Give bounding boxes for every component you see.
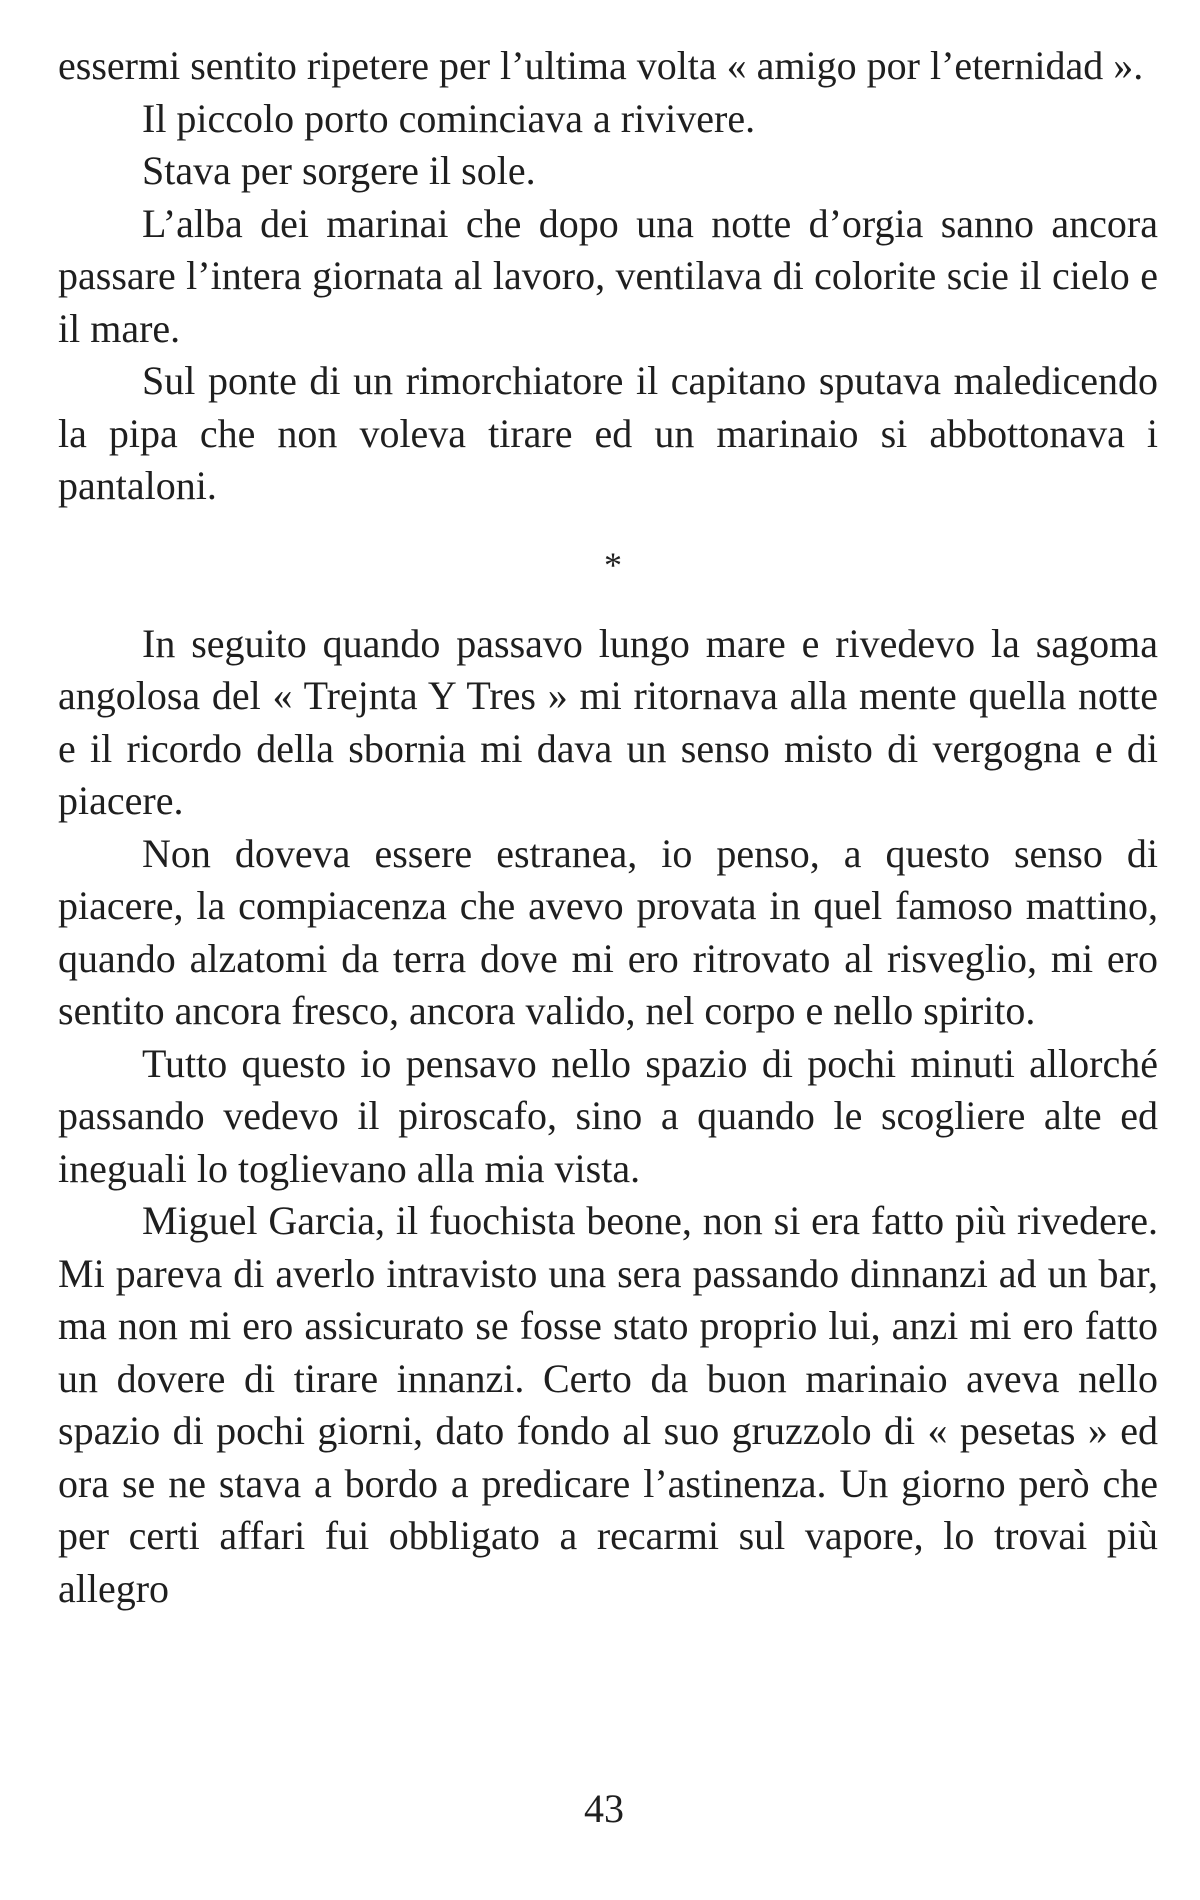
paragraph: L’alba dei marinai che dopo una notte d’orgia sanno ancora passare l’intera giornata al lavoro, ventilava di colorite scie il cielo e il mare. — [58, 200, 1158, 351]
page-number: 43 — [584, 1786, 624, 1831]
paragraph: essermi sentito ripetere per l’ultima volta « amigo por l’eternidad ». — [58, 43, 1144, 88]
section-separator: * — [604, 544, 622, 585]
paragraph: In seguito quando passavo lungo mare e rivedevo la sagoma angolosa del « Trejnta Y Tres » mi ritornava alla mente quella notte e il ricordo della sbornia mi dava un senso misto di vergogna e di piacere. — [58, 620, 1158, 823]
paragraph: Il piccolo porto cominciava a rivivere. — [142, 95, 756, 141]
paragraph: Miguel Garcia, il fuochista beone, non si era fatto più rivedere. Mi pareva di averlo intravisto una sera passando dinnanzi ad un bar, ma non mi ero assicurato se fosse stato proprio lui, anzi mi ero fatto un dovere di tirare innanzi. Certo da buon marinaio aveva nello spazio di pochi giorni, dato fondo al suo gruzzolo di « pesetas » ed ora se ne stava a bordo a predicare l’astinenza. Un giorno però che per certi affari fui obbligato a recarmi sul vapore, lo trovai più allegro — [58, 1198, 1158, 1611]
paragraph: Stava per sorgere il sole. — [142, 148, 536, 193]
paragraph: Tutto questo io pensavo nello spazio di pochi minuti allorché passando vedevo il piroscafo, sino a quando le scogliere alte ed ineguali lo toglievano alla mia vista. — [58, 1040, 1158, 1191]
page-body — [58, 40, 1158, 1615]
paragraph: Sul ponte di un rimorchiatore il capitano sputava maledicendo la pipa che non voleva tirare ed un marinaio si abbottonava i pantaloni. — [58, 358, 1158, 508]
paragraph: Non doveva essere estranea, io penso, a questo senso di piacere, la compiacenza che avevo provata in quel famoso mattino, quando alzatomi da terra dove mi ero ritrovato al risveglio, mi ero sentito ancora fresco, ancora valido, nel corpo e nello spirito. — [58, 830, 1158, 1033]
